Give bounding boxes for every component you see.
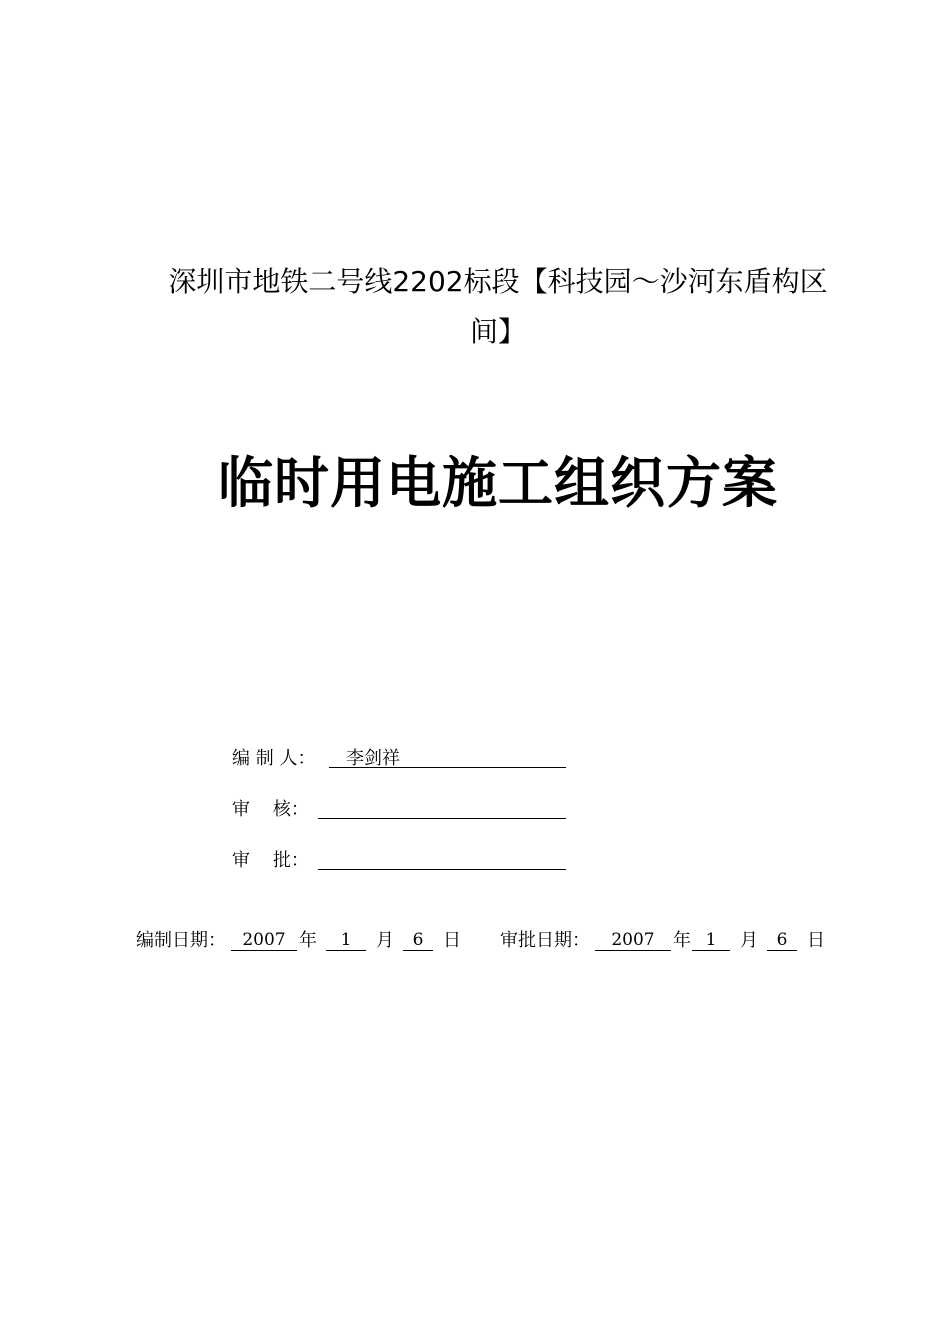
approve-day-char: 日 — [807, 930, 825, 951]
reviewer-underline — [318, 818, 566, 819]
editor-label: 编 制 人： — [232, 748, 316, 769]
approve-month: 1 — [692, 928, 730, 951]
compile-year-char: 年 — [299, 930, 317, 951]
document-title: 临时用电施工组织方案 — [217, 451, 778, 515]
compile-day-char: 日 — [443, 930, 461, 951]
approve-year-char: 年 — [673, 930, 691, 951]
compile-date-label: 编制日期： — [136, 930, 226, 951]
project-subtitle-line-2: 间】 — [469, 315, 526, 348]
approver-label: 审 批： — [232, 850, 309, 871]
reviewer-label: 审 核： — [232, 799, 309, 820]
project-subtitle-line-1: 深圳市地铁二号线2202标段【科技园～沙河东盾构区 — [168, 265, 828, 298]
compile-month-char: 月 — [376, 930, 394, 951]
editor-name: 李剑祥 — [346, 748, 400, 769]
compile-year: 2007 — [231, 928, 297, 951]
approve-day: 6 — [767, 928, 797, 951]
approve-date-label: 审批日期： — [500, 930, 590, 951]
compile-month: 1 — [326, 928, 366, 951]
approve-year: 2007 — [595, 928, 671, 951]
approver-underline — [318, 869, 566, 870]
approve-month-char: 月 — [740, 930, 758, 951]
compile-day: 6 — [403, 928, 433, 951]
